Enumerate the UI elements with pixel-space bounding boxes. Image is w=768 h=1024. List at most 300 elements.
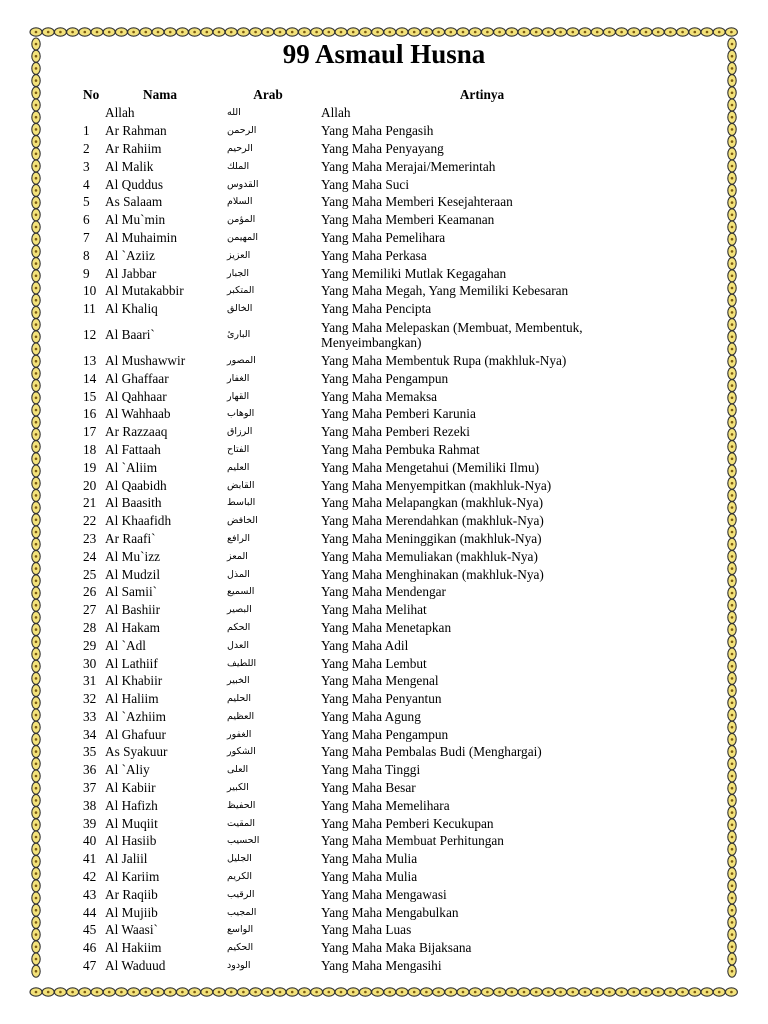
row-number: 7 xyxy=(83,229,90,245)
row-artinya: Yang Maha Mulia xyxy=(321,869,418,885)
border-link-dot xyxy=(731,653,734,656)
border-link-dot xyxy=(35,677,38,680)
border-link-dot xyxy=(657,31,660,34)
row-artinya: Yang Maha Membuat Perhitungan xyxy=(321,833,504,849)
row-artinya: Yang Maha Meninggikan (makhluk-Nya) xyxy=(321,530,542,546)
border-link-dot xyxy=(608,31,611,34)
row-arab: المصور xyxy=(227,354,256,366)
border-link-dot xyxy=(731,153,734,156)
border-link-dot xyxy=(731,299,734,302)
row-number: 10 xyxy=(83,283,97,299)
border-link-dot xyxy=(35,470,38,473)
border-link-dot xyxy=(474,991,477,994)
row-arab: الرافع xyxy=(227,532,251,544)
row-arab: الجليل xyxy=(227,853,252,865)
border-link-dot xyxy=(620,991,623,994)
table-row xyxy=(83,708,643,726)
border-link-dot xyxy=(706,991,709,994)
border-link-dot xyxy=(731,885,734,888)
border-link-dot xyxy=(376,991,379,994)
row-number: 30 xyxy=(83,655,97,671)
border-link-dot xyxy=(35,531,38,534)
border-link-dot xyxy=(731,665,734,668)
row-number: 20 xyxy=(83,477,97,493)
row-number: 5 xyxy=(83,194,90,210)
row-artinya: Yang Maha Memuliakan (makhluk-Nya) xyxy=(321,548,538,564)
row-nama: Al `Azhiim xyxy=(105,708,166,724)
row-artinya: Yang Maha Maka Bijaksana xyxy=(321,940,472,956)
border-link-dot xyxy=(35,79,38,82)
row-number: 9 xyxy=(83,265,90,281)
border-link-dot xyxy=(35,543,38,546)
row-nama: As Salaam xyxy=(105,194,163,210)
row-number: 12 xyxy=(83,327,97,343)
border-link-dot xyxy=(731,897,734,900)
row-arab: العظيم xyxy=(227,710,255,722)
border-link-dot xyxy=(193,991,196,994)
header-no: No xyxy=(83,86,100,102)
row-number: 3 xyxy=(83,158,90,174)
row-arab: الحسيب xyxy=(227,835,260,847)
border-link-dot xyxy=(35,421,38,424)
row-nama: Ar Raqiib xyxy=(105,886,158,902)
border-link-dot xyxy=(731,336,734,339)
row-arab: العدل xyxy=(227,639,250,651)
row-nama: Al Qahhaar xyxy=(105,388,167,404)
row-nama: Al Mu`izz xyxy=(105,548,161,564)
row-nama: Al Qaabidh xyxy=(105,477,167,493)
border-link-dot xyxy=(511,991,514,994)
border-link-dot xyxy=(731,421,734,424)
border-link-dot xyxy=(731,738,734,741)
border-link-dot xyxy=(35,921,38,924)
row-artinya: Yang Maha Menetapkan xyxy=(321,619,452,635)
table-row xyxy=(83,725,643,743)
row-number: 16 xyxy=(83,406,97,422)
border-link-dot xyxy=(731,763,734,766)
border-link-dot xyxy=(731,689,734,692)
table-header-row xyxy=(83,85,643,104)
border-link-dot xyxy=(731,165,734,168)
row-artinya: Yang Maha Mulia xyxy=(321,851,418,867)
table-row xyxy=(83,193,643,211)
border-link-dot xyxy=(35,885,38,888)
border-link-dot xyxy=(35,165,38,168)
row-artinya: Yang Maha Pemberi Rezeki xyxy=(321,424,470,440)
border-link-dot xyxy=(35,433,38,436)
row-number: 41 xyxy=(83,851,97,867)
table-row xyxy=(83,211,643,229)
border-link-dot xyxy=(340,31,343,34)
row-arab: المتكبر xyxy=(227,285,255,297)
border-link-dot xyxy=(731,397,734,400)
border-link-dot xyxy=(731,140,734,143)
border-link-dot xyxy=(694,991,697,994)
border-link-dot xyxy=(35,348,38,351)
row-artinya: Yang Maha Mengetahui (Memiliki Ilmu) xyxy=(321,459,540,475)
border-link-dot xyxy=(425,31,428,34)
border-link-dot xyxy=(731,275,734,278)
border-link-dot xyxy=(267,991,270,994)
row-number: 14 xyxy=(83,370,97,386)
row-arab: العليم xyxy=(227,461,250,473)
page-title: 99 Asmaul Husna xyxy=(282,39,486,69)
row-artinya: Yang Maha Memberi Kesejahteraan xyxy=(321,194,513,210)
border-link-dot xyxy=(731,958,734,961)
border-link-dot xyxy=(731,555,734,558)
row-artinya: Yang Maha Pemelihara xyxy=(321,229,446,245)
border-link-dot xyxy=(340,991,343,994)
border-link-dot xyxy=(35,153,38,156)
row-number: 39 xyxy=(83,815,97,831)
row-arab: الغفار xyxy=(227,372,250,384)
border-link-dot xyxy=(35,860,38,863)
row-number: 40 xyxy=(83,833,97,849)
border-link-dot xyxy=(731,946,734,949)
row-artinya: Yang Maha Pengasih xyxy=(321,123,434,139)
row-artinya: Yang Maha Menyempitkan (makhluk-Nya) xyxy=(321,477,552,493)
border-link-dot xyxy=(731,433,734,436)
border-link-dot xyxy=(681,991,684,994)
row-nama: Al Hafizh xyxy=(105,797,158,813)
border-link-dot xyxy=(218,31,221,34)
border-link-dot xyxy=(242,991,245,994)
row-artinya: Yang Maha Melihat xyxy=(321,602,427,618)
border-link-dot xyxy=(206,991,209,994)
border-link-dot xyxy=(181,31,184,34)
row-number: 43 xyxy=(83,886,97,902)
row-arab: المؤمن xyxy=(227,214,256,226)
row-number: 4 xyxy=(83,176,90,192)
border-link-dot xyxy=(474,31,477,34)
border-link-dot xyxy=(731,604,734,607)
border-link-dot xyxy=(132,31,135,34)
row-arab: المذل xyxy=(227,568,250,580)
border-link-dot xyxy=(35,738,38,741)
border-link-dot xyxy=(596,991,599,994)
border-link-dot xyxy=(376,31,379,34)
border-link-dot xyxy=(35,360,38,363)
row-number: 23 xyxy=(83,530,97,546)
border-link-dot xyxy=(35,799,38,802)
row-arab: الحكم xyxy=(227,621,251,633)
border-link-dot xyxy=(35,189,38,192)
table-row xyxy=(83,387,643,405)
border-link-dot xyxy=(47,991,50,994)
row-nama: Al Quddus xyxy=(105,176,163,192)
border-link-dot xyxy=(730,31,733,34)
border-link-dot xyxy=(35,140,38,143)
border-link-dot xyxy=(279,991,282,994)
border-link-dot xyxy=(401,991,404,994)
row-artinya: Yang Maha Menghinakan (makhluk-Nya) xyxy=(321,566,544,582)
table-row xyxy=(83,957,643,975)
border-link-dot xyxy=(731,262,734,265)
table-row xyxy=(83,814,643,832)
border-link-dot xyxy=(35,567,38,570)
row-nama: Al Kabiir xyxy=(105,780,156,796)
border-link-dot xyxy=(731,445,734,448)
row-artinya: Yang Maha Agung xyxy=(321,708,421,724)
row-nama: Al Mudzil xyxy=(105,566,161,582)
border-link-dot xyxy=(731,519,734,522)
border-link-dot xyxy=(35,458,38,461)
border-link-dot xyxy=(315,991,318,994)
border-link-dot xyxy=(35,311,38,314)
row-number: 35 xyxy=(83,744,97,760)
row-arab: الخافض xyxy=(227,515,258,527)
row-arab: السميع xyxy=(227,586,255,598)
border-link-dot xyxy=(35,128,38,131)
border-link-dot xyxy=(731,860,734,863)
header-arab: Arab xyxy=(253,86,283,102)
border-link-dot xyxy=(731,494,734,497)
border-link-dot xyxy=(731,92,734,95)
border-link-dot xyxy=(731,384,734,387)
border-link-dot xyxy=(35,214,38,217)
border-link-dot xyxy=(486,31,489,34)
row-nama: Al Bashiir xyxy=(105,602,161,618)
table-row xyxy=(83,512,643,530)
border-link-dot xyxy=(731,714,734,717)
row-arab: الوهاب xyxy=(227,408,255,420)
border-link-dot xyxy=(35,872,38,875)
row-arab: الباسط xyxy=(227,497,256,509)
row-number: 19 xyxy=(83,459,97,475)
row-arab: المجيب xyxy=(227,906,257,918)
table-row xyxy=(83,264,643,282)
table-row xyxy=(83,939,643,957)
row-artinya: Yang Maha Mengasihi xyxy=(321,958,442,974)
border-link-dot xyxy=(731,238,734,241)
row-nama: Al Lathiif xyxy=(105,655,158,671)
table-row xyxy=(83,476,643,494)
border-link-dot xyxy=(401,31,404,34)
row-nama: Al `Adl xyxy=(105,637,146,653)
border-link-dot xyxy=(731,726,734,729)
table-row xyxy=(83,672,643,690)
border-link-dot xyxy=(633,31,636,34)
row-arab: الحكيم xyxy=(227,942,254,954)
border-link-dot xyxy=(645,31,648,34)
row-arab: الخبير xyxy=(227,675,250,687)
row-number: 32 xyxy=(83,691,97,707)
border-link-dot xyxy=(731,458,734,461)
row-nama: Allah xyxy=(105,105,135,121)
border-link-dot xyxy=(437,31,440,34)
row-arab: الخالق xyxy=(227,303,253,315)
row-arab: الواسع xyxy=(227,924,254,936)
row-arab: الرقيب xyxy=(227,888,255,900)
table-row xyxy=(83,246,643,264)
border-link-dot xyxy=(731,933,734,936)
border-link-dot xyxy=(731,201,734,204)
border-link-dot xyxy=(706,31,709,34)
border-link-dot xyxy=(657,991,660,994)
row-nama: Al Khaliq xyxy=(105,301,158,317)
border-link-dot xyxy=(35,991,38,994)
table-row xyxy=(83,282,643,300)
row-arab: الشكور xyxy=(227,746,256,758)
border-link-dot xyxy=(731,799,734,802)
row-number: 8 xyxy=(83,247,90,263)
border-link-dot xyxy=(59,991,62,994)
row-artinya: Yang Memiliki Mutlak Kegagahan xyxy=(321,265,507,281)
border-link-dot xyxy=(35,970,38,973)
row-arab: القابض xyxy=(227,479,255,491)
table-row xyxy=(83,885,643,903)
row-artinya: Yang Maha Penyayang xyxy=(321,140,444,156)
row-nama: Al Fattaah xyxy=(105,441,161,457)
row-nama: Al Hakiim xyxy=(105,940,162,956)
row-arab: الفتاح xyxy=(227,443,250,455)
border-link-dot xyxy=(731,750,734,753)
border-link-dot xyxy=(35,409,38,412)
border-link-dot xyxy=(731,311,734,314)
border-link-dot xyxy=(303,31,306,34)
border-link-dot xyxy=(731,372,734,375)
border-link-dot xyxy=(145,31,148,34)
row-nama: Ar Rahiim xyxy=(105,140,162,156)
row-nama: Ar Rahman xyxy=(105,123,167,139)
border-link-dot xyxy=(242,31,245,34)
row-artinya: Yang Maha Lembut xyxy=(321,655,427,671)
border-link-dot xyxy=(35,775,38,778)
border-link-dot xyxy=(108,991,111,994)
border-link-dot xyxy=(681,31,684,34)
border-link-dot xyxy=(364,991,367,994)
border-link-dot xyxy=(35,372,38,375)
row-number: 44 xyxy=(83,904,97,920)
border-link-dot xyxy=(731,909,734,912)
border-link-dot xyxy=(35,323,38,326)
border-link-dot xyxy=(35,628,38,631)
border-link-dot xyxy=(35,641,38,644)
row-arab: الرحمن xyxy=(227,125,257,137)
border-link-dot xyxy=(559,991,562,994)
row-artinya: Yang Maha Pembalas Budi (Menghargai) xyxy=(321,744,542,760)
row-arab: الغفور xyxy=(227,728,252,740)
row-number: 2 xyxy=(83,140,90,156)
row-nama: Al `Aziiz xyxy=(105,247,155,263)
border-link-dot xyxy=(35,897,38,900)
border-link-dot xyxy=(35,811,38,814)
border-link-dot xyxy=(35,275,38,278)
border-link-dot xyxy=(169,991,172,994)
border-link-dot xyxy=(291,31,294,34)
border-link-dot xyxy=(731,592,734,595)
table-row xyxy=(83,601,643,619)
table-row xyxy=(83,352,643,370)
border-link-dot xyxy=(35,933,38,936)
border-link-dot xyxy=(608,991,611,994)
row-number: 1 xyxy=(83,123,90,139)
table-row xyxy=(83,423,643,441)
border-link-dot xyxy=(731,214,734,217)
border-link-dot xyxy=(254,991,257,994)
row-artinya: Yang Maha Mendengar xyxy=(321,584,446,600)
border-link-dot xyxy=(413,31,416,34)
border-link-dot xyxy=(35,262,38,265)
row-nama: Al Mujiib xyxy=(105,904,158,920)
border-link-dot xyxy=(35,702,38,705)
row-arab: المعز xyxy=(227,550,248,562)
table-row xyxy=(83,654,643,672)
row-nama: Ar Raafi` xyxy=(105,530,156,546)
border-link-dot xyxy=(731,921,734,924)
table-row xyxy=(83,547,643,565)
table-row xyxy=(83,530,643,548)
border-link-dot xyxy=(731,531,734,534)
table-row xyxy=(83,175,643,193)
border-link-dot xyxy=(157,31,160,34)
row-arab: البصير xyxy=(227,604,252,616)
table-row xyxy=(83,140,643,158)
row-nama: Ar Razzaaq xyxy=(105,424,168,440)
border-link-dot xyxy=(35,494,38,497)
row-number: 42 xyxy=(83,869,97,885)
border-link-dot xyxy=(731,226,734,229)
border-link-dot xyxy=(718,31,721,34)
row-arab: السلام xyxy=(227,196,253,208)
row-artinya: Yang Maha Memaksa xyxy=(321,388,438,404)
border-link-dot xyxy=(535,31,538,34)
asmaul-husna-table xyxy=(83,85,643,974)
row-arab: الحفيظ xyxy=(227,799,256,811)
border-link-dot xyxy=(35,750,38,753)
row-number: 27 xyxy=(83,602,97,618)
border-link-dot xyxy=(169,31,172,34)
border-link-dot xyxy=(620,31,623,34)
border-link-dot xyxy=(181,991,184,994)
row-number: 33 xyxy=(83,708,97,724)
border-link-dot xyxy=(731,824,734,827)
border-link-dot xyxy=(731,848,734,851)
row-artinya: Yang Maha Adil xyxy=(321,637,409,653)
row-artinya: Yang Maha Merajai/Memerintah xyxy=(321,158,496,174)
border-link-dot xyxy=(731,616,734,619)
border-link-dot xyxy=(450,991,453,994)
border-link-dot xyxy=(731,811,734,814)
row-number: 46 xyxy=(83,940,97,956)
row-artinya: Yang Maha Mengenal xyxy=(321,673,439,689)
table-row xyxy=(83,903,643,921)
row-arab: الودود xyxy=(227,960,251,972)
border-link-dot xyxy=(35,946,38,949)
border-link-dot xyxy=(572,991,575,994)
border-link-dot xyxy=(718,991,721,994)
border-link-dot xyxy=(145,991,148,994)
row-arab: الرحيم xyxy=(227,142,253,154)
table-row xyxy=(83,619,643,637)
row-number: 36 xyxy=(83,762,97,778)
row-number: 21 xyxy=(83,495,97,511)
border-link-dot xyxy=(731,287,734,290)
table-row xyxy=(83,832,643,850)
row-artinya: Yang Maha Luas xyxy=(321,922,412,938)
table-row xyxy=(83,157,643,175)
border-link-dot xyxy=(731,189,734,192)
row-nama: Al Ghafuur xyxy=(105,726,166,742)
border-link-dot xyxy=(731,970,734,973)
border-link-dot xyxy=(35,836,38,839)
border-link-dot xyxy=(450,31,453,34)
row-nama: As Syakuur xyxy=(105,744,168,760)
row-number: 13 xyxy=(83,352,97,368)
border-link-dot xyxy=(731,409,734,412)
row-artinya: Yang Maha Pengampun xyxy=(321,726,449,742)
row-arab: الكريم xyxy=(227,871,252,883)
